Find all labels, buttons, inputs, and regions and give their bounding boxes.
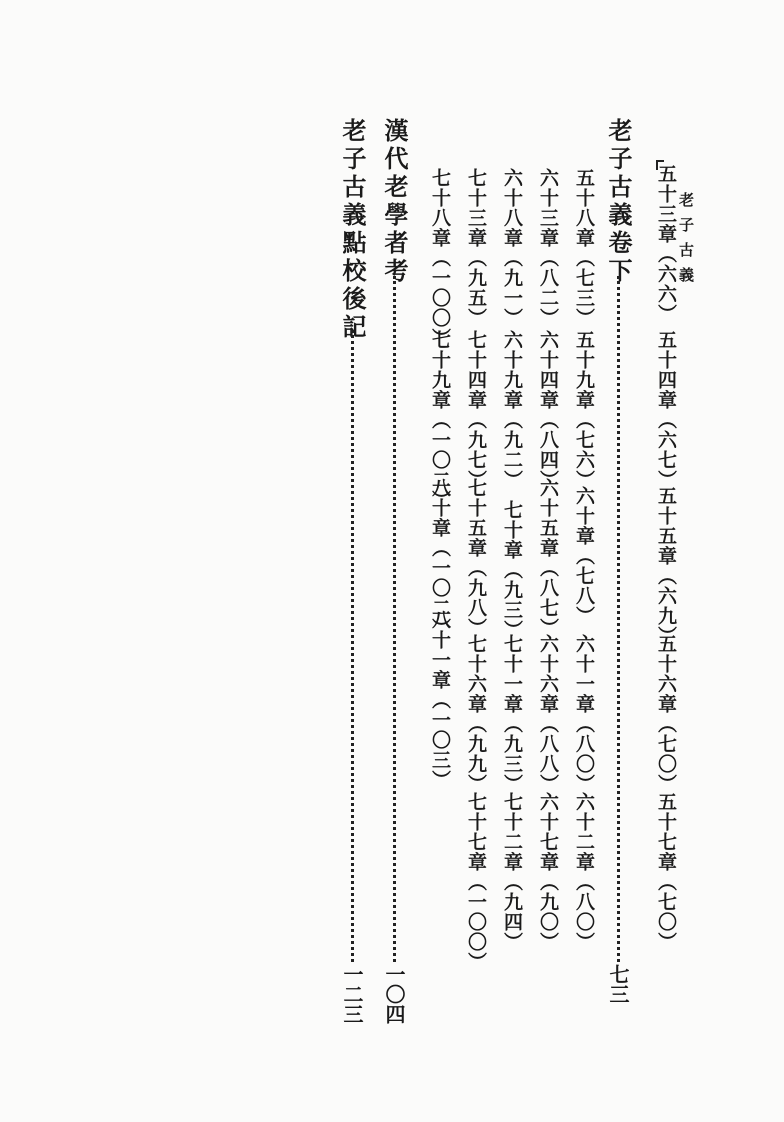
toc-entry: 五十六章（七〇） [655, 634, 677, 794]
toc-entry: 八十一章（一〇三） [429, 610, 451, 790]
toc-entry: 五十五章（六九） [655, 486, 677, 646]
toc-entry: 六十章（七八） [573, 486, 595, 626]
toc-entry: 七十二章（九四） [501, 792, 523, 952]
toc-entry: 七十七章（一〇〇） [465, 792, 487, 972]
page-number: 七三 [606, 964, 630, 1004]
toc-entry: 六十一章（八〇） [573, 634, 595, 794]
toc-entry: 六十六章（八八） [537, 634, 559, 794]
page-number: 一〇四 [382, 964, 406, 1024]
toc-entry: 五十七章（七〇） [655, 792, 677, 952]
toc-entry: 六十五章（八七） [537, 478, 559, 638]
running-title: 老子古義 [677, 192, 695, 292]
toc-entry: 七十四章（九七） [465, 330, 487, 490]
toc-entry: 五十四章（六七） [655, 330, 677, 490]
toc-entry: 七十六章（九九） [465, 634, 487, 794]
toc-entry: 五十九章（七六） [573, 330, 595, 490]
dot-leader [351, 330, 358, 962]
toc-entry: 六十二章（八〇） [573, 792, 595, 952]
toc-entry: 七十五章（九八） [465, 478, 487, 638]
section-heading-lower-volume: 老子古義卷下 [604, 118, 633, 286]
toc-entry: 七十八章（一〇〇） [429, 168, 451, 348]
toc-entry: 五十三章（六六） [655, 164, 677, 324]
toc-entry: 六十七章（九〇） [537, 792, 559, 952]
toc-entry: 七十章（九三） [501, 500, 523, 640]
section-heading-han-scholars: 漢代老學者考 [380, 118, 409, 286]
dot-leader [617, 276, 624, 962]
toc-entry: 七十一章（九三） [501, 634, 523, 794]
toc-entry: 七十三章（九五） [465, 168, 487, 328]
dot-leader [393, 276, 400, 962]
page-number: 一二三 [340, 964, 364, 1024]
toc-entry: 六十三章（八二） [537, 168, 559, 328]
toc-entry: 七十九章（一〇二） [429, 330, 451, 510]
section-heading-postscript: 老子古義點校後記 [338, 118, 367, 342]
toc-entry: 八十章（一〇二） [429, 478, 451, 638]
toc-entry: 六十九章（九二） [501, 330, 523, 490]
toc-entry: 六十八章（九一） [501, 168, 523, 328]
toc-entry: 五十八章（七三） [573, 168, 595, 328]
toc-entry: 六十四章（八四） [537, 330, 559, 490]
